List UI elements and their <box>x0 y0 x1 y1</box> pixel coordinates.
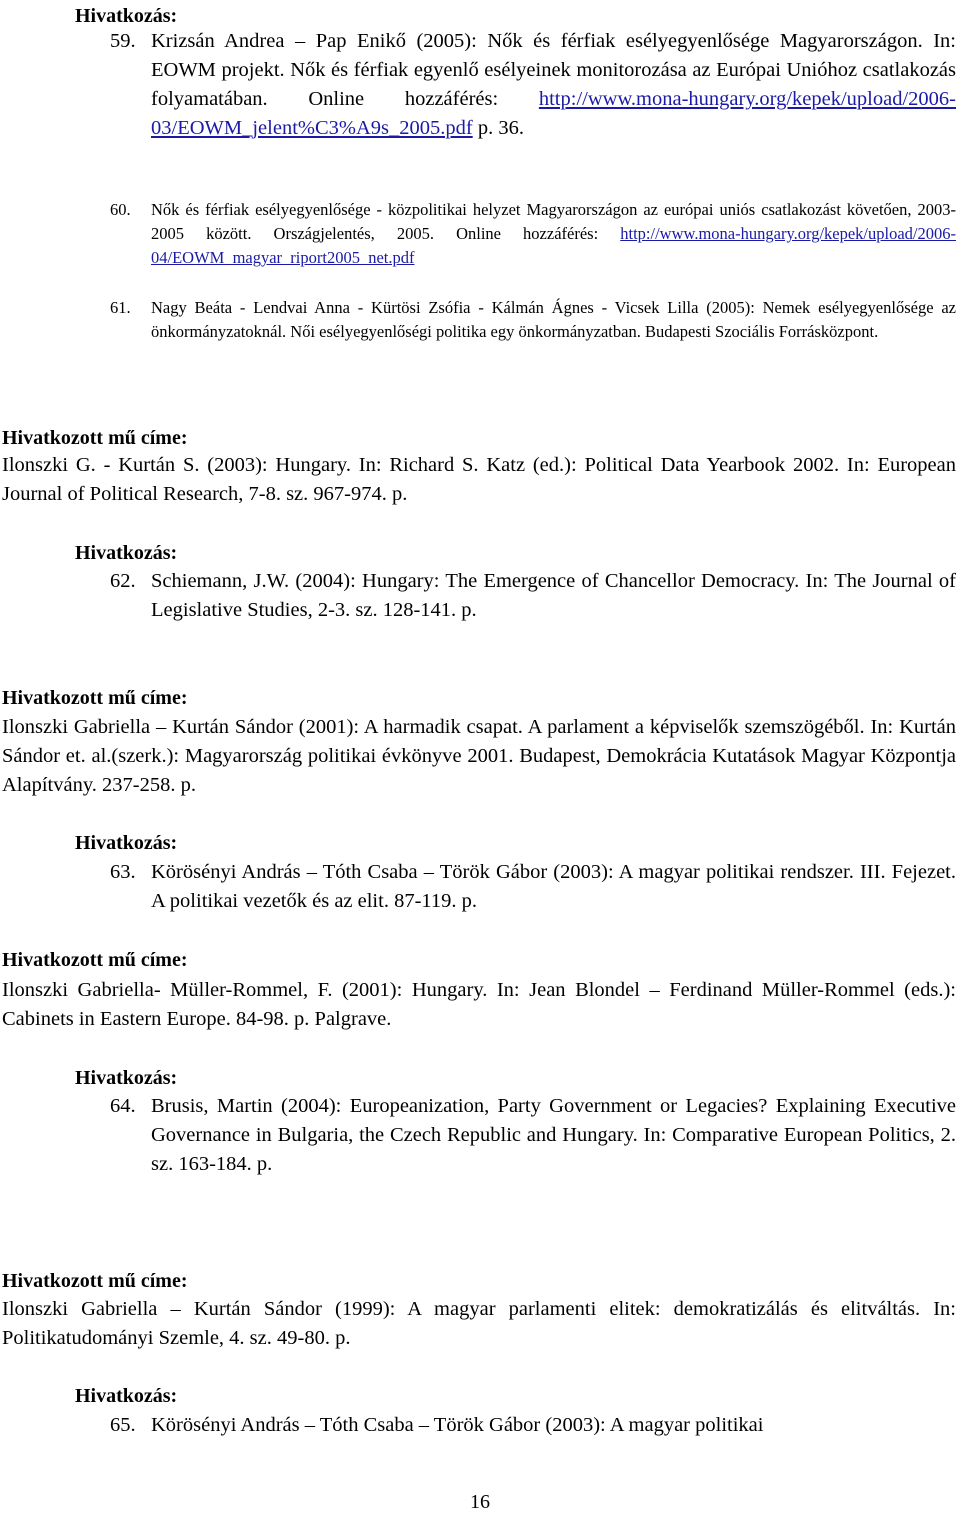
cited-in-label: Hivatkozás: <box>75 832 178 854</box>
reference-item <box>110 296 956 344</box>
cited-in-label: Hivatkozás: <box>75 1067 178 1089</box>
reference-item <box>110 1092 956 1179</box>
cited-in-label: Hivatkozás: <box>75 1385 178 1407</box>
reference-body: Krizsán Andrea – Pap Enikő (2005): Nők és férfiak esélyegyenlősége Magyarországon. In: EOWM projekt. Nők és férfiak egyenlő esélyeinek monitorozása az Európai Unióhoz csatlakozás folyamatában. Online hozzáférés: <box>151 30 956 110</box>
cited-work-text: Ilonszki G. - Kurtán S. (2003): Hungary. In: Richard S. Katz (ed.): Political Data Yearbook 2002. In: European Journal of Political Research, 7-8. sz. 967-974. p. <box>2 454 956 505</box>
reference-text: Nagy Beáta - Lendvai Anna - Kürtösi Zsófia - Kálmán Ágnes - Vicsek Lilla (2005): Nemek esélyegyenlősége az önkormányzatoknál. Női esélyegyenlőségi politika egy önkormányzatban. Budapesti Szociális Forrásközpont. <box>151 298 956 341</box>
cited-work-label: Hivatkozott mű címe: <box>2 427 188 449</box>
cited-work-text: Ilonszki Gabriella- Müller-Rommel, F. (2001): Hungary. In: Jean Blondel – Ferdinand Müller-Rommel (eds.): Cabinets in Eastern Europe. 84-98. p. Palgrave. <box>2 979 956 1030</box>
reference-item <box>110 1411 956 1440</box>
reference-item <box>110 567 956 625</box>
reference-link[interactable]: http://www.mona-hungary.org/kepek/upload/2006-04/EOWM_magyar_riport2005_net.pdf <box>151 224 956 267</box>
cited-work-label: Hivatkozott mű címe: <box>2 1270 188 1292</box>
page-number: 16 <box>470 1491 490 1513</box>
reference-number: 65. <box>110 1414 136 1436</box>
cited-work-label: Hivatkozott mű címe: <box>2 949 188 971</box>
reference-item <box>110 858 956 916</box>
reference-item <box>110 27 956 143</box>
cited-work-label: Hivatkozott mű címe: <box>2 687 188 709</box>
reference-tail: p. 36. <box>472 117 524 139</box>
reference-item <box>110 198 956 270</box>
reference-text <box>151 198 956 270</box>
reference-link[interactable]: http://www.mona-hungary.org/kepek/upload/2006-03/EOWM_jelent%C3%A9s_2005.pdf <box>151 88 956 139</box>
reference-text <box>151 27 956 143</box>
reference-number: 59. <box>110 30 136 52</box>
reference-text: Schiemann, J.W. (2004): Hungary: The Emergence of Chancellor Democracy. In: The Journal of Legislative Studies, 2-3. sz. 128-141. p. <box>151 570 956 621</box>
reference-number: 61. <box>110 298 131 317</box>
cited-in-label: Hivatkozás: <box>75 542 178 564</box>
cited-work-text: Ilonszki Gabriella – Kurtán Sándor (1999): A magyar parlamenti elitek: demokratizálás és elitváltás. In: Politikatudományi Szemle, 4. sz. 49-80. p. <box>2 1298 956 1349</box>
reference-number: 60. <box>110 200 131 219</box>
reference-number: 62. <box>110 570 136 592</box>
cited-in-label: Hivatkozás: <box>75 5 178 27</box>
reference-number: 64. <box>110 1095 136 1117</box>
reference-text: Brusis, Martin (2004): Europeanization, Party Government or Legacies? Explaining Executive Governance in Bulgaria, the Czech Republic and Hungary. In: Comparative European Politics, 2. sz. 163-184. p. <box>151 1095 956 1175</box>
reference-text: Körösényi András – Tóth Csaba – Török Gábor (2003): A magyar politikai <box>151 1414 764 1436</box>
reference-body: Nők és férfiak esélyegyenlősége - közpolitikai helyzet Magyarországon az európai uniós csatlakozást követően, 2003-2005 között. Országjelentés, 2005. Online hozzáférés: <box>151 200 956 243</box>
reference-text: Körösényi András – Tóth Csaba – Török Gábor (2003): A magyar politikai rendszer. III. Fejezet. A politikai vezetők és az elit. 87-119. p. <box>151 861 956 912</box>
cited-work-text: Ilonszki Gabriella – Kurtán Sándor (2001): A harmadik csapat. A parlament a képviselők szemszögéből. In: Kurtán Sándor et. al.(szerk.): Magyarország politikai évkönyve 2001. Budapest, Demokrácia Kutatások Magyar Központja Alapítvány. 237-258. p. <box>2 716 956 796</box>
reference-number: 63. <box>110 861 136 883</box>
